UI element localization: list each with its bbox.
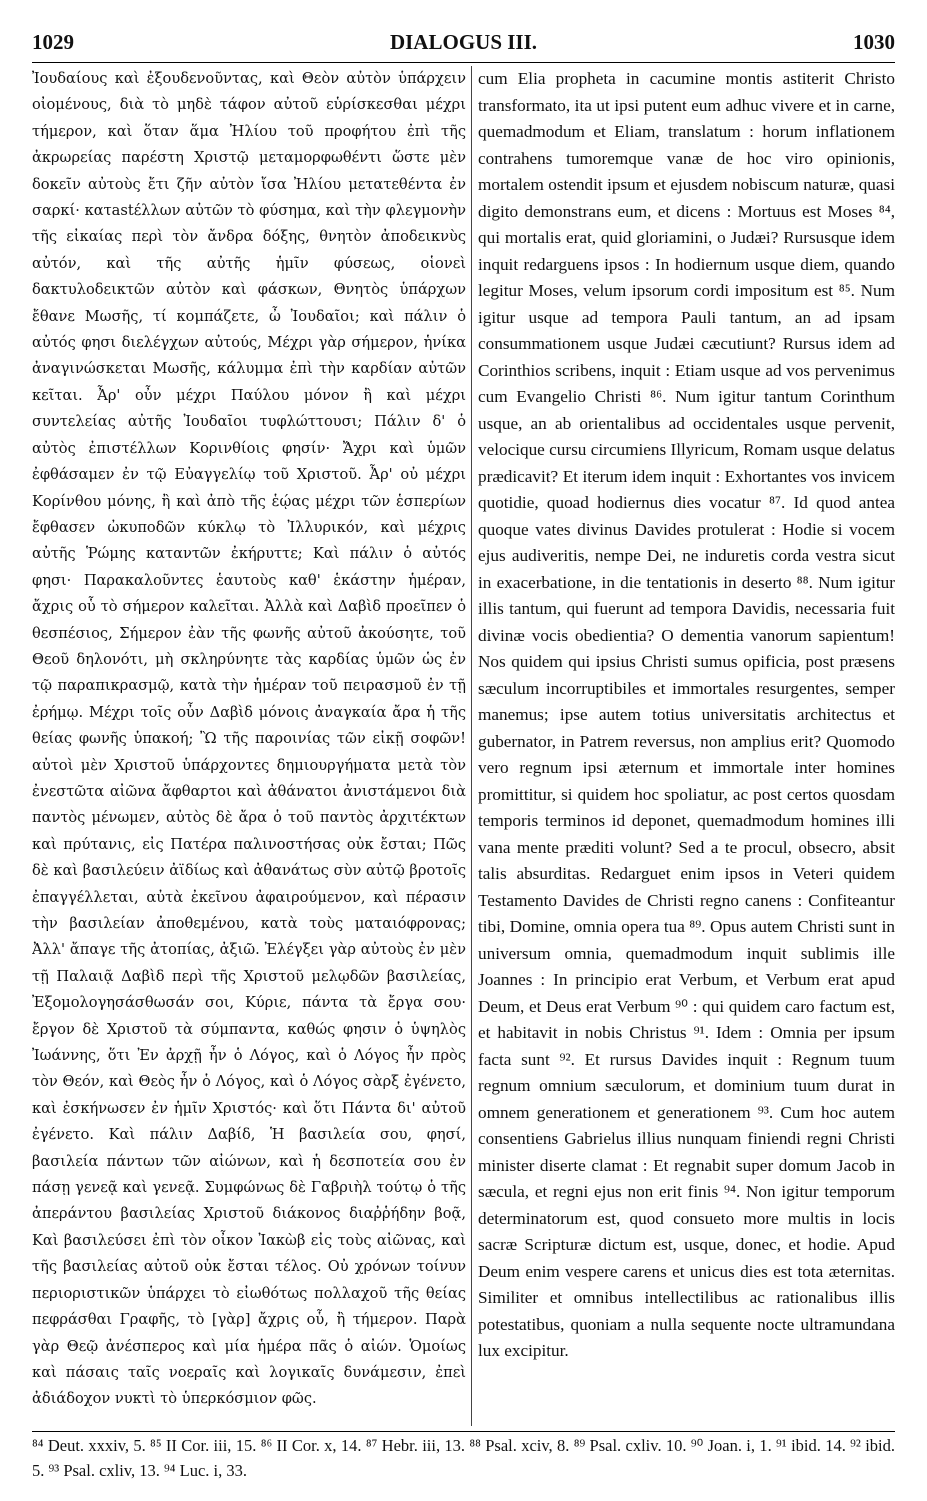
latin-text: cum Elia propheta in cacumine montis astiterit Christo transformato, ita ut ipsi putent eum adhuc vivere et in carne, quemadmodum et Eliam, translatum : horum inflationem contrahens tumoremque vanæ de hoc viro opinionis, mortalem ostendit ipsum et ejusdem nobiscum naturæ, quasi digito demonstrans eum, et dicens : Mortuus est Moses ⁸⁴, qui mortalis erat, quid gloriamini, o Judæi? Rursusque idem inquit redarguens ipsos : In hodiernum usque diem, quando legitur Moses, velum ipsorum cordi impositum est ⁸⁵. Num igitur usque ad tempora Pauli tantum, an ad ipsam consummationem usque Judæi cæcutiunt? Rursus idem ad Corinthios scribens, inquit : Etiam usque ad vos pervenimus cum Evangelio Christi ⁸⁶. Num igitur tantum Corinthum usque, an ab orientalibus ad occidentales usque pervenit, velocique cursu circumiens Illyricum, Romam usque delatus prædicavit? Et iterum idem inquit : Exhortantes vos invicem quotidie, quoad hodiernus dies vocatur ⁸⁷. Id quod antea quoque vates divinus Davides protulerat : Hodie si vocem ejus audiveritis, nempe Dei, ne induretis corda vestra sicut in exacerbatione, in die tentationis in deserto ⁸⁸. Num igitur illis tantum, qui fuerunt ad tempora Davidis, necessaria fuit divinæ vocis obedientia? O dementia vanorum sapientum! Nos quidem qui ipsius Christi sumus opificia, post præsens sæculum incorruptibiles et immortales resurgentes, semper manemus; ipse autem totius universitatis architectus et gubernator, in Patrem reversus, non amplius erit? Quomodo vero regnum ipsi æternum et immortale inter homines promittitur, si quidem hoc spoliatur, ac post certos quosdam temporis terminos id deponet, quemadmodum homines illi vana mente præditi volunt? Sed a te procul, obsecro, absit talis absurditas. Redarguet enim ipsos in Veteri quidem Testamento Davides de Christi regno canens : Confiteantur tibi, Domine, omnia opera tua ⁸⁹. Opus autem Christi sunt in universum omnia, quemadmodum inquit sublimis ille Joannes : In principio erat Verbum, et Verbum erat apud Deum, et Deus erat Verbum ⁹⁰ : qui quidem caro factum est, et habitavit in nobis Christus ⁹¹. Idem : Omnia per ipsum facta sunt ⁹². Et rursus Davides inquit : Regnum tuum regnum omnium sæculorum, et dominium tuum durat in omnem generationem et generationem ⁹³. Cum hoc autem consentiens Gabrielus illius nunquam finiendi regni Christi minister diserte clamat : Et regnabit super domum Jacob in sæcula, et regni ejus non erit finis ⁹⁴. Non igitur temporum determinatorum est, quod consueto more multis in locis sacræ Scripturæ dictum est, usque, donec, et hodie. Apud Deum enim vespere carens et unicus dies est tota æternitas. Similiter et omnibus intellectilibus ac rationalibus illis potestatibus, quoniam a nulla sequente nocte ultramundana lux excipitur. bbox=[478, 69, 895, 1360]
footnote-rule bbox=[32, 1431, 895, 1432]
column-divider bbox=[471, 66, 472, 1426]
footnote-text: ⁸⁴ Deut. xxxiv, 5. ⁸⁵ II Cor. iii, 15. ⁸⁶ II Cor. x, 14. ⁸⁷ Hebr. iii, 13. ⁸⁸ Psal. xciv, 8. ⁸⁹ Psal. cxliv. 10. ⁹⁰ Joan. i, 1. ⁹¹ ibid. 14. ⁹² ibid. 5. ⁹³ Psal. cxliv, 13. ⁹⁴ Luc. i, 33. bbox=[32, 1436, 895, 1480]
latin-column bbox=[478, 66, 895, 1426]
header-rule bbox=[32, 62, 895, 63]
page-number-right: 1030 bbox=[853, 30, 895, 54]
greek-text: Ἰουδαίους καὶ ἐξουδενοῦντας, καὶ Θεὸν αὐτὸν ὑπάρχειν οἰομένους, διὰ τὸ μηδὲ τάφον αὐτοῦ εὑρίσκεσθαι μέχρι τήμερον, καὶ ὅταν ἅμα Ἠλίου τοῦ προφήτου ἐπὶ τῆς ἀκρωρείας παρέστη Χριστῷ μεταμορφωθέντι ὥστε μὲν δοκεῖν αὐτοὺς ἔτι ζῆν αὐτὸν ἴσα Ἠλίου μετατεθέντα ἐν σαρκί· κατastέλλων αὐτῶν τὸ φύσημα, καὶ τὴν φλεγμονὴν τῆς εἰκαίας περὶ τὸν ἄνδρα δόξης, θνητὸν ἀποδεικνὺς αὐτόν, καὶ τῆς αὐτῆς ἡμῖν φύσεως, οἱονεὶ δακτυλοδεικτῶν αὐτὸν καὶ φάσκων, Θνητὸς ὑπάρχων ἔθανε Μωσῆς, τί κομπάζετε, ὦ Ἰουδαῖοι; καὶ πάλιν ὁ αὐτός φησι διελέγχων αὐτούς, Μέχρι γὰρ σήμερον, ἡνίκα ἀναγινώσκεται Μωσῆς, κάλυμμα ἐπὶ τὴν καρδίαν αὐτῶν κεῖται. Ἆρ' οὖν μέχρι Παύλου μόνον ἢ καὶ μέχρι συντελείας αὐτῆς Ἰουδαῖοι τυφλώττουσι; Πάλιν δ' ὁ αὐτὸς ἐπιστέλλων Κορινθίοις φησίν· Ἄχρι καὶ ὑμῶν ἐφθάσαμεν ἐν τῷ Εὐαγγελίῳ τοῦ Χριστοῦ. Ἆρ' οὐ μέχρι Κορίνθου μόνης, ἢ καὶ ἀπὸ τῆς ἑῴας μέχρι τῶν ἑσπερίων ἔφθασεν ὠκυποδῶν κύκλῳ τὸ Ἰλλυρικόν, καὶ μέχρις αὐτῆς Ῥώμης καταντῶν ἐκήρυττε; Καὶ πάλιν ὁ αὐτός φησι· Παρακαλοῦντες ἑαυτοὺς καθ' ἑκάστην ἡμέραν, ἄχρις οὗ τὸ σήμερον καλεῖται. Ἀλλὰ καὶ Δαβὶδ προεῖπεν ὁ θεσπέσιος, Σήμερον ἐὰν τῆς φωνῆς αὐτοῦ ἀκούσητε, τοῦ Θεοῦ δηλονότι, μὴ σκληρύνητε τὰς καρδίας ὑμῶν ὡς ἐν τῷ παραπικρασμῷ, κατὰ τὴν ἡμέραν τοῦ πειρασμοῦ ἐν τῇ ἐρήμῳ. Μέχρι τοῖς οὖν Δαβὶδ μόνοις ἀναγκαία ἄρα ἡ τῆς θείας φωνῆς ὑπακοή; Ὢ τῆς παροινίας τῶν εἰκῇ σοφῶν! αὐτοὶ μὲν Χριστοῦ ὑπάρχοντες δημιουργήματα μετὰ τὸν ἐνεστῶτα αἰῶνα ἄφθαρτοι καὶ ἀθάνατοι ἀνιστάμενοι διὰ παντὸς μένωμεν, αὐτὸς δὲ ἄρα ὁ τοῦ παντὸς ἀρχιτέκτων καὶ πρύτανις, εἰς Πατέρα παλινοστήσας οὐκ ἔσται; Πῶς δὲ καὶ βασιλεύειν ἀϊδίως καὶ ἀθανάτως σὺν αὐτῷ βροτοῖς ἐπαγγέλλεται, αὐτὰ ἐκεῖνου ἀφαιρούμενον, καὶ πέρασιν τὴν βασιλείαν ἀποθεμένου, κατὰ τοὺς ματαιόφρονας; Ἀλλ' ἄπαγε τῆς ἀτοπίας, ἀξιῶ. Ἐλέγξει γὰρ αὐτοὺς ἐν μὲν τῇ Παλαιᾷ Δαβὶδ περὶ τῆς Χριστοῦ μελῳδῶν βασιλείας, Ἐξομολογησάσθωσάν σοι, Κύριε, πάντα τὰ ἔργα σου· ἔργον δὲ Χριστοῦ τὰ σύμπαντα, καθώς φησιν ὁ ὑψηλὸς Ἰωάννης, ὅτι Ἐν ἀρχῇ ἦν ὁ Λόγος, καὶ ὁ Λόγος ἦν πρὸς τὸν Θεόν, καὶ Θεὸς ἦν ὁ Λόγος, καὶ ὁ Λόγος σὰρξ ἐγένετο, καὶ ἐσκήνωσεν ἐν ἡμῖν Χριστός· καὶ ὅτι Πάντα δι' αὐτοῦ ἐγένετο. Καὶ πάλιν Δαβίδ, Ἡ βασιλεία σου, φησί, βασιλεία πάντων τῶν αἰώνων, καὶ ἡ δεσποτεία σου ἐν πάσῃ γενεᾷ καὶ γενεᾷ. Συμφώνως δὲ Γαβριὴλ τούτῳ ὁ τῆς ἀπεράντου βασιλείας Χριστοῦ διάκονος διαῤῥήδην βοᾷ, Καὶ βασιλεύσει ἐπὶ τὸν οἶκον Ἰακὼβ εἰς τοὺς αἰῶνας, καὶ τῆς βασιλείας αὐτοῦ οὐκ ἔσται τέλος. Οὐ χρόνων τοίνυν περιοριστικῶν ὑπάρχει τὸ εἰωθότως πολλαχοῦ τῆς θείας πεφράσθαι Γραφῆς, τὸ [γὰρ] ἄχρις οὗ, ἢ τήμερον. Παρὰ γὰρ Θεῷ ἀνέσπερος καὶ μία ἡμέρα πᾶς ὁ αἰών. Ὁμοίως καὶ πάσαις ταῖς νοεραῖς καὶ λογικαῖς δυνάμεσιν, ἐπεὶ ἀδιάδοχον νυκτὶ τὸ ὑπερκόσμιον φῶς. bbox=[32, 70, 466, 1408]
running-title: DIALOGUS III. bbox=[389, 30, 538, 54]
page-header bbox=[32, 30, 895, 64]
footnotes bbox=[32, 1433, 895, 1483]
page-number-left: 1029 bbox=[32, 30, 74, 54]
greek-column bbox=[32, 66, 466, 1426]
